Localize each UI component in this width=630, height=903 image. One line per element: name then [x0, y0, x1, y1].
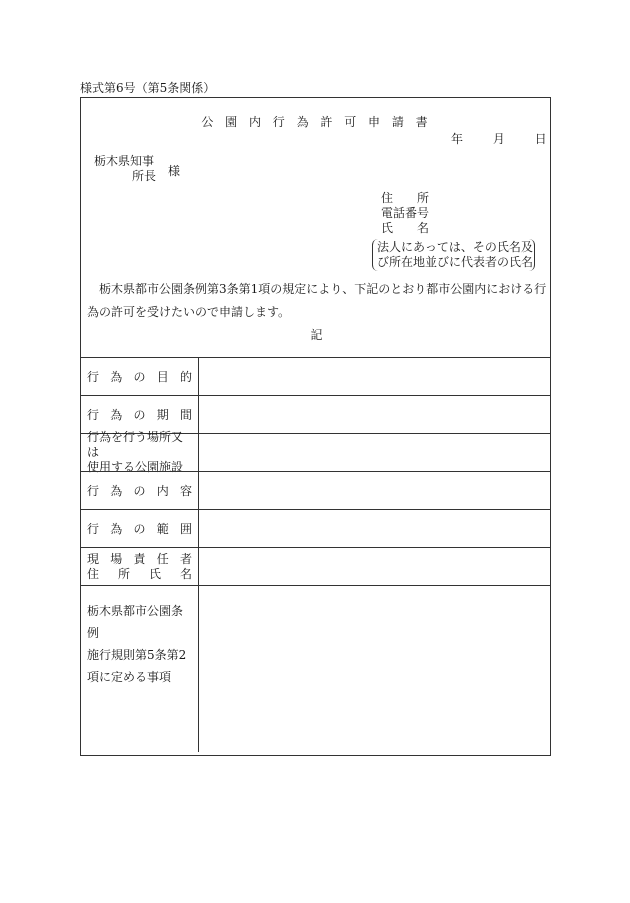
row-label-rules-line2: 施行規則第5条第2 — [87, 648, 187, 662]
table-row — [81, 430, 550, 474]
row-label-manager-line1: 現 場 責 任 者 — [87, 551, 192, 566]
date-day: 日 — [534, 132, 547, 146]
row-label-rules-line1: 栃木県都市公園条例 — [87, 604, 184, 640]
row-label-content: 行 為 の 内 容 — [87, 484, 192, 498]
applicant-phone-label: 電話番号 — [381, 206, 430, 220]
row-label-period: 行 為 の 期 間 — [87, 408, 192, 422]
row-label-rules-line3: 項に定める事項 — [87, 670, 172, 684]
date-month: 月 — [492, 132, 505, 146]
applicant-name-label: 氏 名 — [381, 221, 429, 235]
addressee — [94, 154, 156, 184]
application-form-frame — [80, 97, 551, 756]
corporation-note-line1: 法人にあっては、その氏名及 — [377, 240, 533, 254]
ki-heading: 記 — [310, 328, 323, 342]
table-row — [81, 395, 550, 433]
applicant-address-label: 住 所 — [381, 191, 429, 205]
row-label-place-line2: 使用する公園施設 — [87, 460, 184, 474]
place-field[interactable] — [199, 434, 550, 471]
period-field[interactable] — [199, 396, 550, 433]
manager-field[interactable] — [199, 548, 550, 585]
details-table — [81, 357, 550, 752]
application-statement: 栃木県都市公園条例第3条第1項の規定により、下記のとおり都市公園内における行為の許可を受けたいので申請します。 — [87, 282, 547, 319]
scope-field[interactable] — [199, 510, 550, 547]
form-title: 公 園 内 行 為 許 可 申 請 書 — [201, 115, 432, 129]
row-label-purpose: 行 為 の 目 的 — [87, 370, 192, 384]
date-year: 年 — [451, 132, 464, 146]
table-row — [81, 585, 550, 752]
row-label-place-line1: 行為を行う場所又は — [87, 430, 184, 459]
addressee-governor: 栃木県知事 — [94, 154, 155, 168]
addressee-director: 所長 — [132, 169, 157, 183]
table-row — [81, 509, 550, 547]
addressee-honorific: 様 — [168, 164, 181, 178]
table-row — [81, 547, 550, 585]
rules-field[interactable] — [199, 586, 550, 752]
table-row — [81, 357, 550, 395]
applicant-block — [381, 191, 429, 236]
row-label-manager-line2: 住 所 氏 名 — [87, 566, 192, 581]
corporation-note — [372, 239, 535, 271]
content-field[interactable] — [199, 472, 550, 509]
date-line — [451, 130, 547, 147]
purpose-field[interactable] — [199, 358, 550, 395]
table-row — [81, 471, 550, 509]
corporation-note-line2: び所在地並びに代表者の氏名 — [377, 255, 534, 269]
form-number-label: 様式第6号（第5条関係） — [80, 81, 216, 95]
row-label-scope: 行 為 の 範 囲 — [87, 522, 192, 536]
